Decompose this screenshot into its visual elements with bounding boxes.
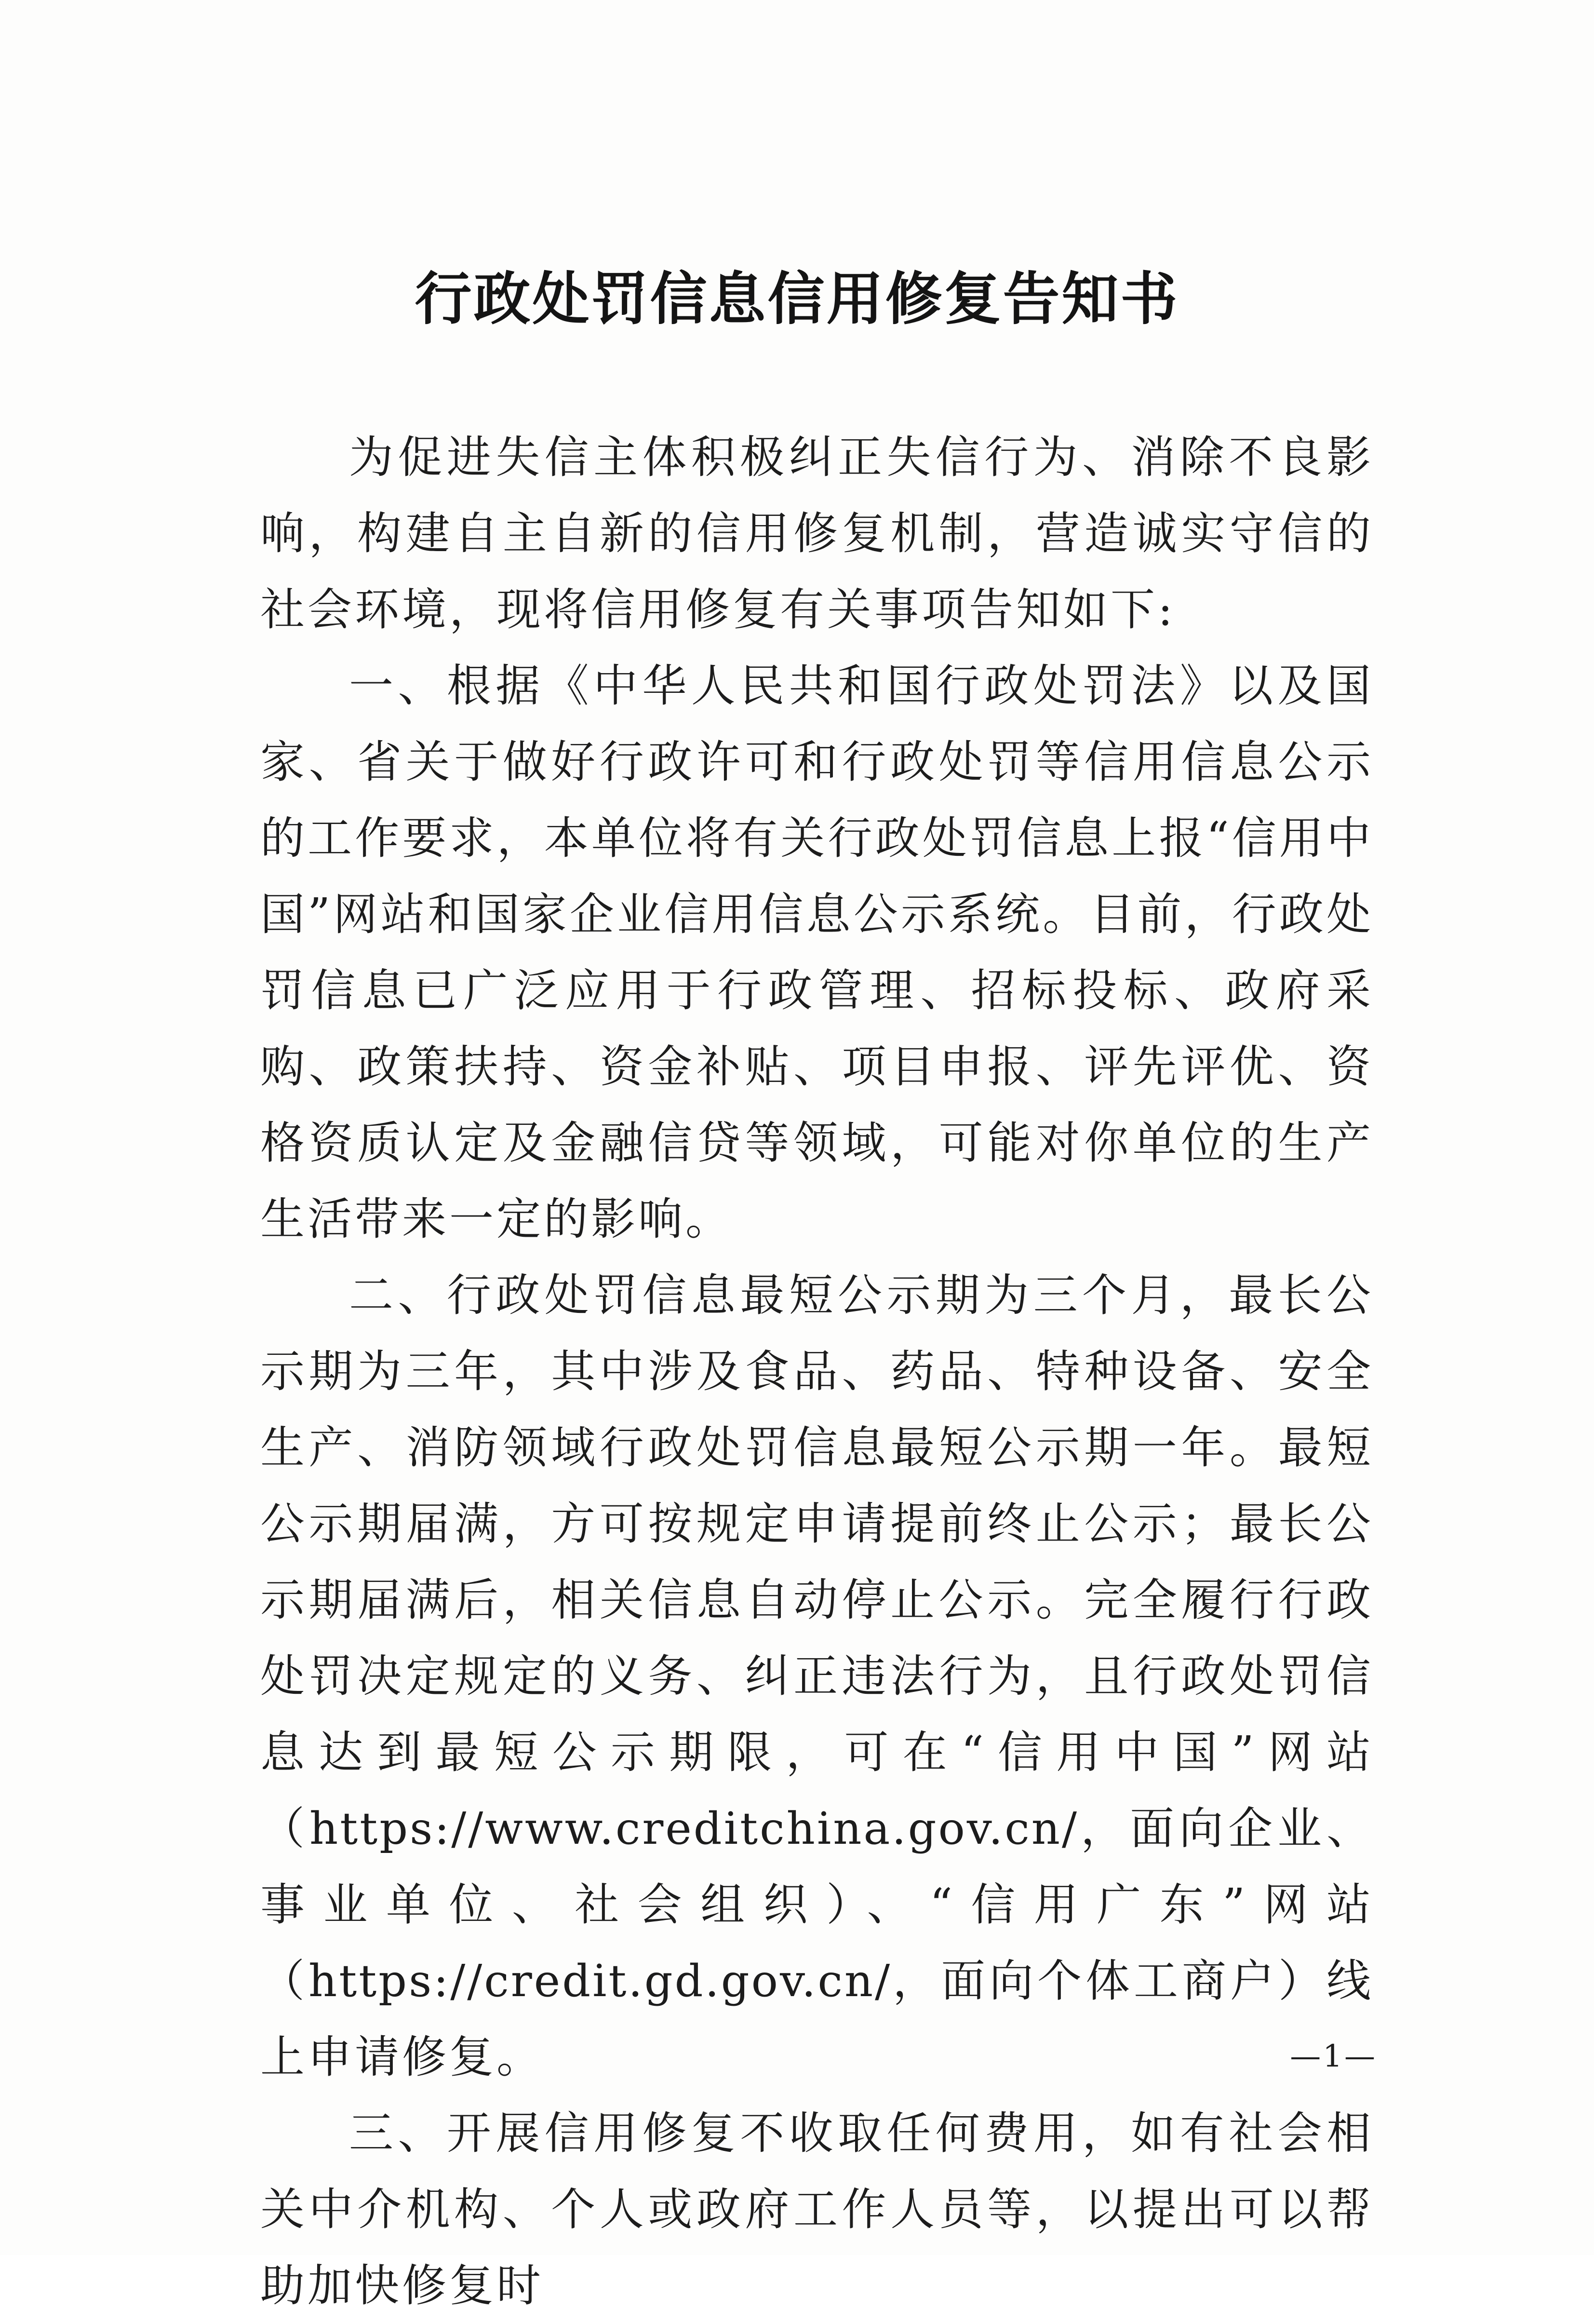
paragraph-2 bbox=[260, 1257, 1374, 2095]
paragraph-2-text-3: ，面向个体工商户）线上申请修复。 bbox=[260, 1955, 1374, 2083]
document-body bbox=[260, 419, 1374, 2324]
page-number: —1— bbox=[1290, 2039, 1377, 2074]
paragraph-2-text-2: ，面向企业、事业单位、社会组织）、“信用广东”网站（ bbox=[260, 1803, 1374, 2007]
creditchina-url: https://www.creditchina.gov.cn/ bbox=[309, 1803, 1079, 1854]
paragraph-3: 三、开展信用修复不收取任何费用，如有社会相关中介机构、个人或政府工作人员等，以提出可以帮助加快修复时 bbox=[260, 2108, 1374, 2311]
intro-paragraph: 为促进失信主体积极纠正失信行为、消除不良影响，构建自主自新的信用修复机制，营造诚实守信的社会环境，现将信用修复有关事项告知如下: bbox=[260, 432, 1374, 635]
credit-gd-url: https://credit.gd.gov.cn/ bbox=[308, 1955, 892, 2007]
paragraph-2-text-1: 二、行政处罚信息最短公示期为三个月，最长公示期为三年，其中涉及食品、药品、特种设备、安全生产、消防领域行政处罚信息最短公示期一年。最短公示期届满，方可按规定申请提前终止公示；最长公示期届满后，相关信息自动停止公示。完全履行行政处罚决定规定的义务、纠正违法行为，且行政处罚信息达到最短公示期限，可在“信用中国”网站（ bbox=[260, 1270, 1374, 1854]
paragraph-1: 一、根据《中华人民共和国行政处罚法》以及国家、省关于做好行政许可和行政处罚等信用信息公示的工作要求，本单位将有关行政处罚信息上报“信用中国”网站和国家企业信用信息公示系统。目前，行政处罚信息已广泛应用于行政管理、招标投标、政府采购、政策扶持、资金补贴、项目申报、评先评优、资格资质认定及金融信贷等领域，可能对你单位的生产生活带来一定的影响。 bbox=[260, 660, 1374, 1245]
document-title: 行政处罚信息信用修复告知书 bbox=[415, 265, 1179, 332]
